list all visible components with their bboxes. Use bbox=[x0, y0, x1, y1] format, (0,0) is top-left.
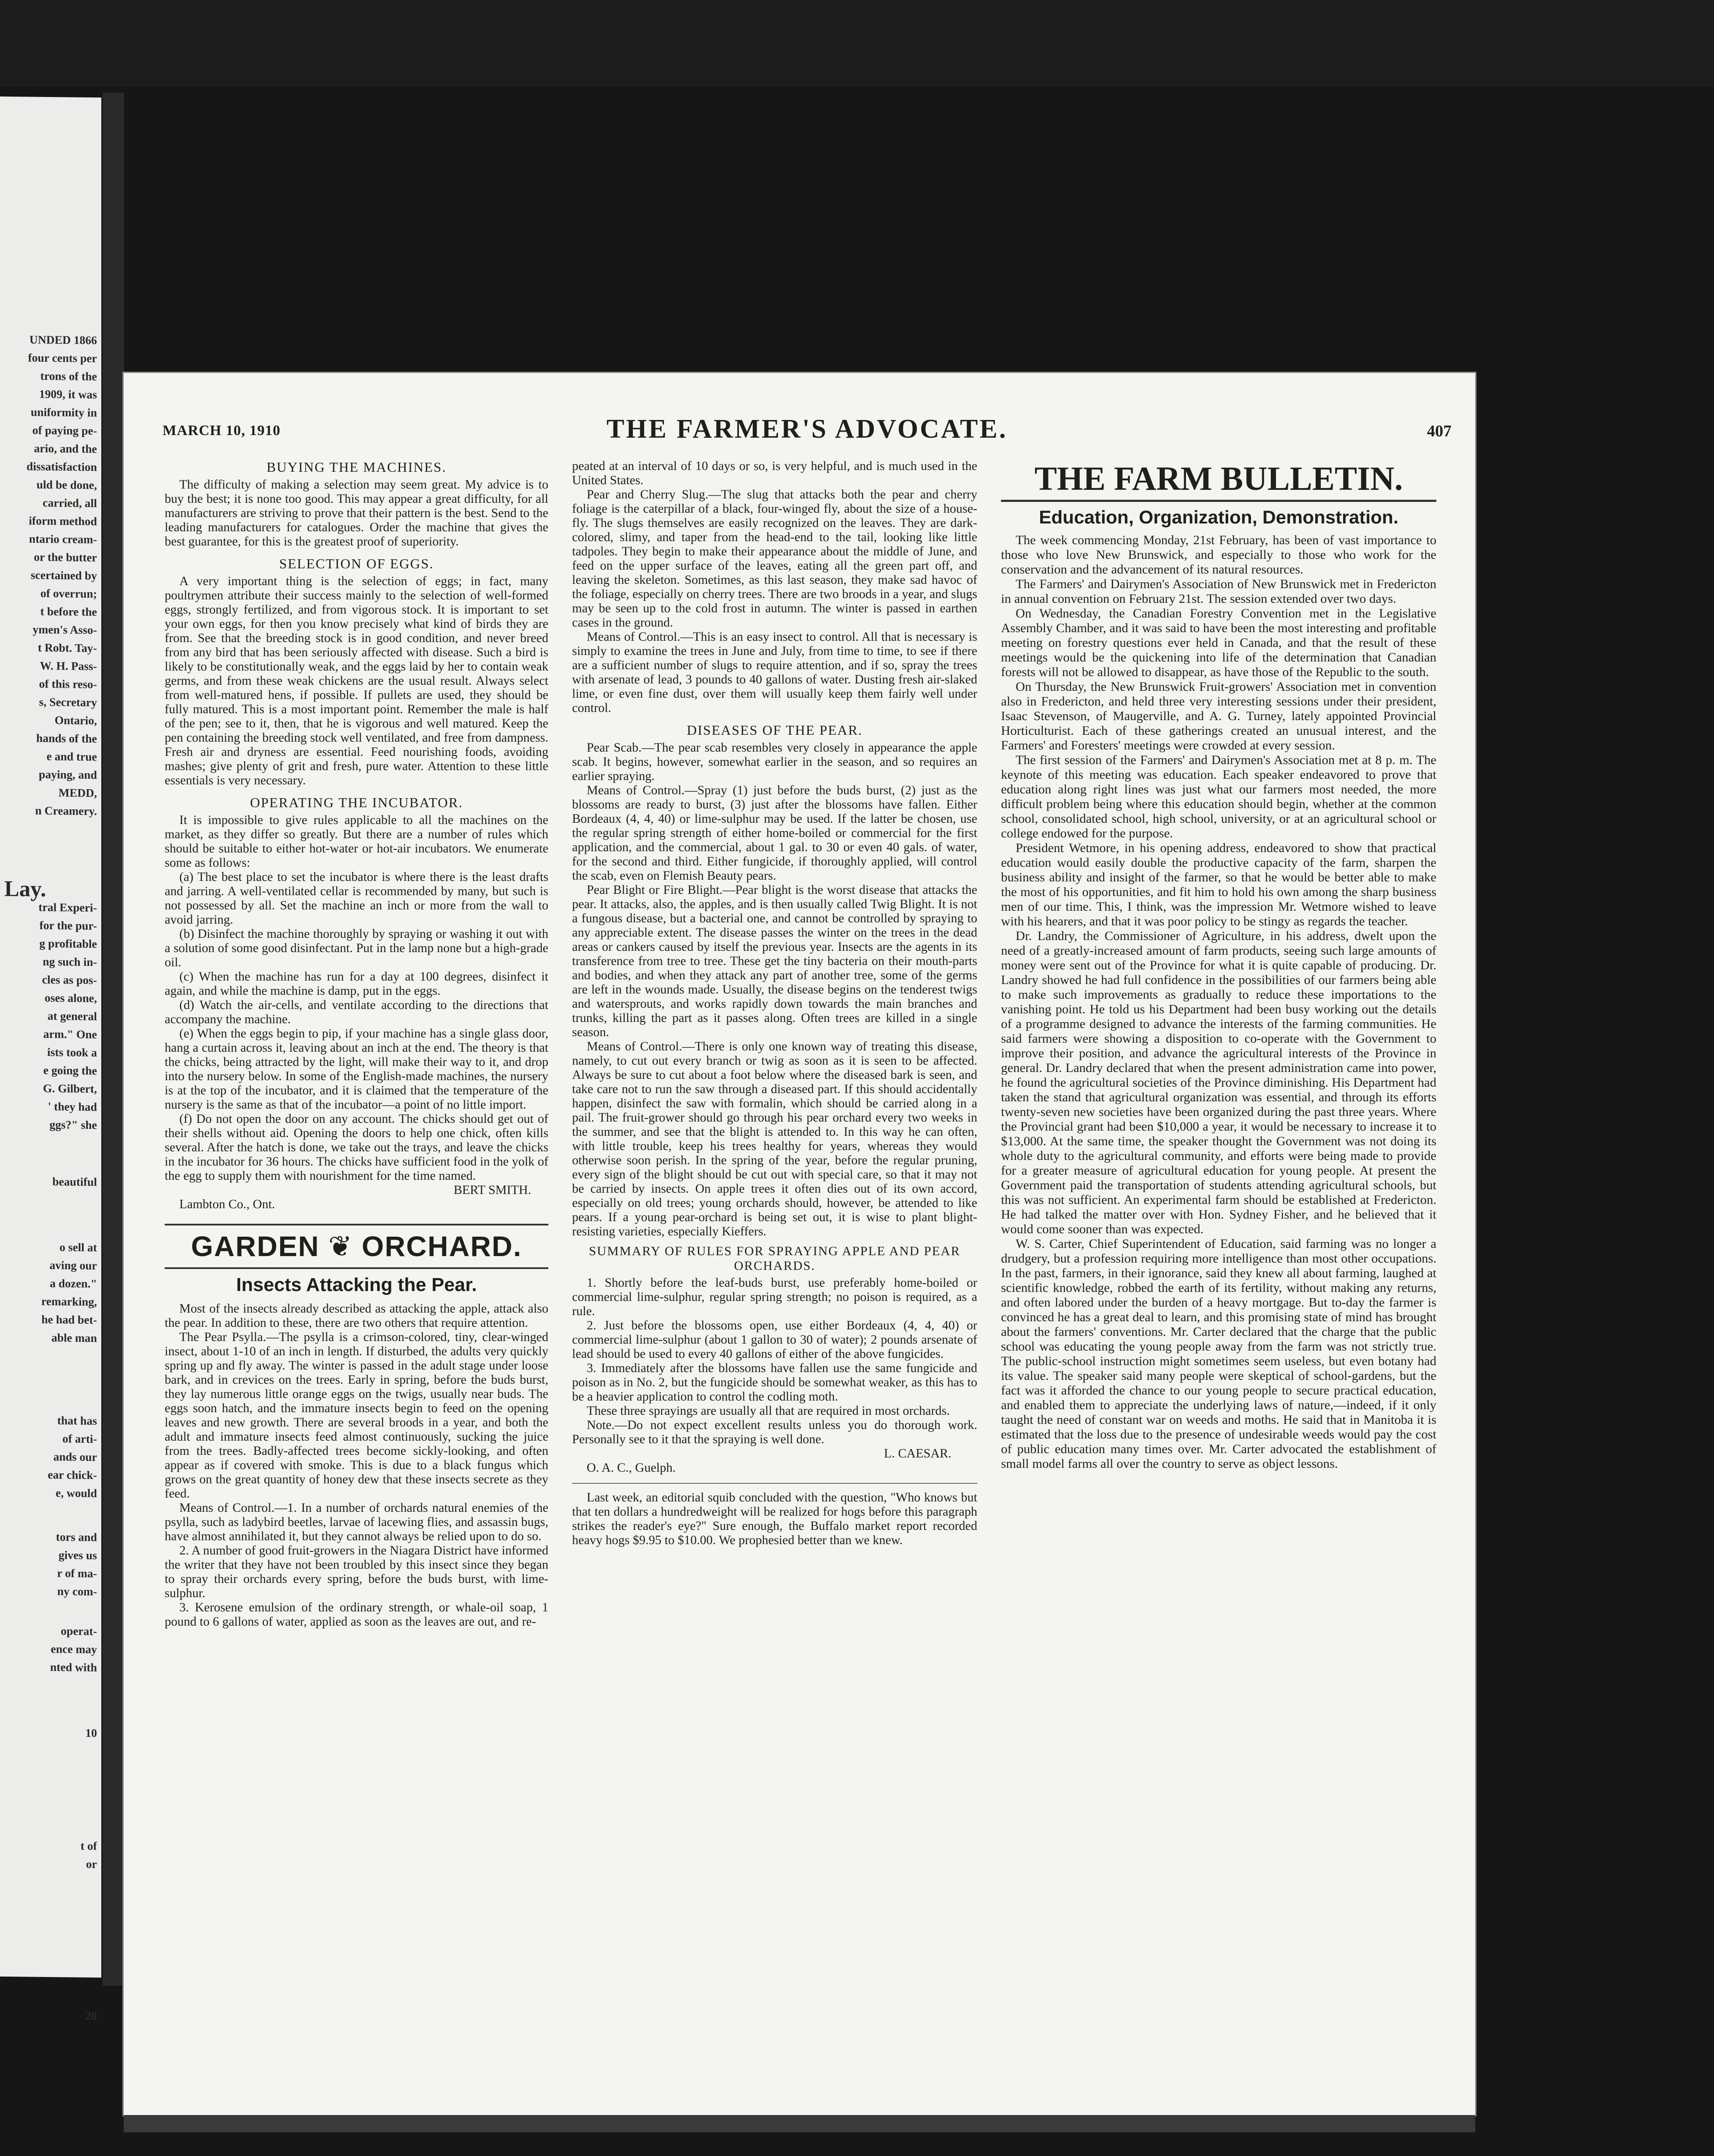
adjacent-page-text: able man bbox=[51, 1331, 97, 1345]
adjacent-page-text: uld be done, bbox=[36, 478, 97, 492]
adjacent-page-text: of arti- bbox=[62, 1432, 97, 1446]
adjacent-page-text: he had bet- bbox=[41, 1313, 97, 1327]
author-signature: BERT SMITH. bbox=[454, 1183, 531, 1197]
adjacent-page-text: s, Secretary bbox=[39, 695, 97, 709]
heading-diseases-of-pear: DISEASES OF THE PEAR. bbox=[687, 722, 863, 738]
adjacent-page-text: ny com- bbox=[57, 1585, 97, 1598]
author-signature: L. CAESAR. bbox=[884, 1447, 951, 1460]
adjacent-page-text: G. Gilbert, bbox=[43, 1081, 97, 1096]
paragraph: Note.—Do not expect excellent results unless you do thorough work. Personally see to it that the spraying is well done. bbox=[572, 1418, 977, 1446]
adjacent-page-text: of paying pe- bbox=[32, 423, 97, 438]
paragraph: It is impossible to give rules applicable to all the machines on the market, as they differ so greatly. But there are a number of rules which should be suitable to either hot-water or hot-air incubators. We enumerate some as follows: bbox=[165, 813, 548, 870]
adjacent-page-text: e going the bbox=[43, 1063, 97, 1078]
paragraph: Means of Control.—There is only one known way of treating this disease, namely, to cut out every branch or twig as soon as it is seen to be affected. Always be sure to cut about a foot below where the diseased bark is seen, and take care not to run the saw through a diseased part. If this should accidentally happen, disinfect the saw with formalin, which should be carried along in a pail. The fruit-grower should go through his pear orchard every two weeks in the summer, and see that the blight is attended to. In this way he can often, with little trouble, keep his trees healthy for years, whereas they would otherwise soon perish. In the spring of the year, before the regular pruning, every sign of the blight should be cut out with special care, so that it may not be carried by insects. On apple trees it often dies out of its own accord, especially on old trees; young orchards should, however, be attended to like pears. If a young pear-orchard is being set out, it is wise to plant blight-resisting varieties, especially Kieffers. bbox=[572, 1040, 977, 1238]
adjacent-page-text: 20 bbox=[85, 2009, 97, 2023]
adjacent-page-text: 1909, it was bbox=[39, 387, 97, 401]
adjacent-page-text: oses alone, bbox=[44, 991, 97, 1005]
adjacent-page-text: g profitable bbox=[39, 937, 97, 951]
adjacent-page-text: gives us bbox=[58, 1548, 97, 1562]
paragraph: W. S. Carter, Chief Superintendent of Education, said farming was no longer a drudgery, but a profession requiring more intelligence than most other occupations. In the past, farmers, in their ignorance, said they knew all about farming, laughed at scientific knowledge, robbed the earth of its fertility, without making any returns, and often labored under the burden of a heavy mortgage. But to-day the farmer is convinced he has a great deal to learn, and this promising state of mind has brought about the farmers' conventions. Mr. Carter declared that the charge that the public school was educating the young people away from the farm was not strictly true. The public-school instruction might sometimes seem useless, but even botany had its value. The speaker said many people were skeptical of school-gardens, but the fact was it afforded the chance to our young people to secure practical education, and enabled them to appreciate the underlying laws of nature,—indeed, if it only taught the need of constant war on weeds and moths. He said that in Manitoba it is estimated that the loss due to the presence of undesirable weeds would pay the cost of public education many times over. Mr. Carter advocated the establishment of small model farms all over the country to serve as object lessons. bbox=[1001, 1237, 1436, 1471]
paragraph: peated at an interval of 10 days or so, is very helpful, and is much used in the United States. bbox=[572, 459, 977, 487]
author-location: Lambton Co., Ont. bbox=[179, 1197, 275, 1211]
adjacent-page-text: t of bbox=[80, 1839, 97, 1853]
adjacent-page-text: ists took a bbox=[47, 1045, 97, 1059]
scan-background-top bbox=[0, 0, 1714, 86]
rule-item: (f) Do not open the door on any account. The chicks should get out of their shells without aid. Opening the doors to help one chick, often kills several. After the hatch is done, we take out the trays, and leave the chicks in the incubator for 36 hours. The chicks have sufficient food in the yolk of the egg to supply them with nourishment for the time named. bbox=[165, 1112, 548, 1183]
adjacent-page-text: operat- bbox=[61, 1624, 97, 1638]
paragraph: The Pear Psylla.—The psylla is a crimson-colored, tiny, clear-winged insect, about 1-10 of an inch in length. If disturbed, the adults very quickly spring up and fly away. The winter is passed in the adult stage under loose bark, and in crevices on the trees. Early in spring, before the buds burst, they lay numerous little orange eggs on the twigs, usually near buds. The eggs soon hatch, and the immature insects begin to feed on the opening leaves and new growth. There are several broods in a year, and both the adult and immature insects feed almost continuously, sucking the juice from the trees. Badly-affected trees become sickly-looking, and often appear as if covered with smoke. This is due to a black fungus which grows on the great quantity of honey dew that these insects secrete as they feed. bbox=[165, 1330, 548, 1501]
adjacent-page-text: remarking, bbox=[41, 1294, 97, 1309]
adjacent-page-text: carried, all bbox=[43, 496, 97, 510]
heading-selection-of-eggs: SELECTION OF EGGS. bbox=[279, 556, 434, 571]
adjacent-page-text: scertained by bbox=[31, 568, 97, 583]
column-3 bbox=[1001, 459, 1436, 2081]
adjacent-page-text: cles as pos- bbox=[42, 973, 97, 987]
divider bbox=[572, 1483, 977, 1484]
adjacent-page-text: ario, and the bbox=[34, 442, 97, 456]
paragraph: 2. A number of good fruit-growers in the Niagara District have informed the writer that they have not been troubled by this insect since they began to spray their orchards every spring, before the buds burst, with lime-sulphur. bbox=[165, 1544, 548, 1600]
paragraph: The first session of the Farmers' and Dairymen's Association met at 8 p. m. The keynote of this meeting was education. Each speaker endeavored to prove that education along right lines was just what our farmers most needed, the more difficult problem being where this education should begin, whether at the common school, consolidated school, high school, university, or at an agricultural school or college endowed for the purpose. bbox=[1001, 753, 1436, 840]
page-bottom-shadow bbox=[124, 2115, 1475, 2132]
paragraph: Means of Control.—Spray (1) just before the buds burst, (2) just as the blossoms are ready to burst, (3) just after the blossoms have fallen. Either Bordeaux (4, 4, 40) or lime-sulphur may be used. If the latter be chosen, use the regular spring strength of either home-boiled or commercial for the first application, and the commercial, about 1 gal. to 30 or even 40 gals. of water, for the second and third. Either fungicide, if thoroughly applied, will control the scab, even on Flemish Beauty pears. bbox=[572, 783, 977, 883]
adjacent-page-text: a dozen." bbox=[50, 1276, 97, 1291]
article-title-insects-pear: Insects Attacking the Pear. bbox=[236, 1274, 477, 1295]
issue-date: MARCH 10, 1910 bbox=[163, 423, 281, 439]
adjacent-page-text: t Robt. Tay- bbox=[38, 641, 97, 655]
adjacent-page-text: ntario cream- bbox=[29, 532, 97, 546]
adjacent-page-text: Lay. bbox=[4, 876, 46, 902]
article-title-education: Education, Organization, Demonstration. bbox=[1039, 507, 1398, 528]
adjacent-page-text: trons of the bbox=[40, 369, 97, 383]
adjacent-page-text: ands our bbox=[53, 1450, 97, 1464]
adjacent-page-text: four cents per bbox=[28, 351, 97, 365]
adjacent-page-text: ' they had bbox=[47, 1100, 97, 1114]
adjacent-page-fragment bbox=[0, 97, 101, 2023]
column-1 bbox=[165, 459, 548, 2081]
adjacent-page-text: for the pur- bbox=[39, 918, 97, 933]
adjacent-page-text: hands of the bbox=[36, 731, 97, 746]
paragraph: The Farmers' and Dairymen's Association of New Brunswick met in Fredericton in annual convention on February 21st. The session extended over two days. bbox=[1001, 577, 1436, 606]
adjacent-page-text: UNDED 1866 bbox=[29, 333, 97, 347]
paragraph: Dr. Landry, the Commissioner of Agriculture, in his address, dwelt upon the need of a greatly-increased amount of farm products, seeing such large amounts of money were sent out of the Province for what it is quite capable of producing. Dr. Landry showed he had full confidence in the possibilities of our farmers being able to make such improvements as gradually to reduce these importations to the vanishing point. He told us his Department had been busy working out the details of a programme designed to advance the interests of the farming communities. He said farmers were showing a disposition to co-operate with the Government to improve their position, and advance the agricultural interests of the Province in general. Dr. Landry declared that when the present administration came into power, he found the agricultural societies of the Province diminishing. His Department had taken the stand that agricultural organization was essential, and through its efforts twenty-seven new societies have been organized during the past three years. Where the Provincial grant had been $10,000 a year, it would be necessary to increase it to $13,000. At the same time, the speaker thought the Government was not doing its whole duty to the agricultural community, and efforts were being made to provide for a greater measure of agricultural education for young people. At present the Government paid the transportation of students attending agricultural schools, but this was not sufficient. An experimental farm should be established at Fredericton. He had talked the matter over with Hon. Sydney Fisher, and he believed that it would come sooner than was expected. bbox=[1001, 929, 1436, 1236]
adjacent-page-text: uniformity in bbox=[31, 405, 97, 420]
author-location: O. A. C., Guelph. bbox=[587, 1461, 676, 1475]
rule-item: (c) When the machine has run for a day at 100 degrees, disinfect it again, and while the machine is damp, put in the eggs. bbox=[165, 970, 548, 998]
adjacent-page-text: tors and bbox=[56, 1530, 97, 1544]
adjacent-page-text: tral Experi- bbox=[38, 900, 97, 915]
adjacent-page-text: ng such in- bbox=[42, 955, 97, 969]
adjacent-page-text: dissatisfaction bbox=[26, 460, 97, 474]
page-number: 407 bbox=[1427, 422, 1451, 440]
adjacent-page-text: or bbox=[86, 1857, 97, 1871]
adjacent-page-text: nted with bbox=[50, 1660, 97, 1674]
adjacent-page-text: W. H. Pass- bbox=[40, 659, 97, 673]
paragraph: Means of Control.—1. In a number of orchards natural enemies of the psylla, such as ladybird beetles, larvae of lacewing flies, and assassin bugs, have almost annihilated it, but they cannot always be relied upon to do so. bbox=[165, 1501, 548, 1543]
newspaper-page bbox=[124, 373, 1475, 2115]
adjacent-page-text: arm." One bbox=[43, 1027, 97, 1041]
paragraph: A very important thing is the selection of eggs; in fact, many poultrymen attribute their success mainly to the selection of well-formed eggs, strongly fertilized, and from vigorous stock. It is important to set your own eggs, for then you know precisely what kind of birds they are from. See that the breeding stock is in good condition, and never breed from any bird that has been seriously affected with disease. Such a bird is likely to be constitutionally weak, and the eggs laid by her to contain weak germs, and from these weak chickens are the usual result. Always select from well-matured hens, if possible. If pullets are used, they should be fully matured. This is a most important point. Remember the male is half of the pen; see to it, then, that he is vigorous and well matured. Keep the pen containing the breeding stock well ventilated, and free from dampness. Fresh air and dryness are essential. Feed nourishing foods, avoiding mashes; give plenty of grit and fresh, pure water. Attention to these little essentials is very necessary. bbox=[165, 574, 548, 787]
adjacent-page-text: 10 bbox=[85, 1726, 97, 1740]
adjacent-page-text: r of ma- bbox=[57, 1567, 97, 1580]
rule-item: (d) Watch the air-cells, and ventilate according to the directions that accompany the machine. bbox=[165, 998, 548, 1026]
adjacent-page-text: n Creamery. bbox=[35, 804, 97, 818]
heading-operating-incubator: OPERATING THE INCUBATOR. bbox=[250, 795, 463, 810]
adjacent-page-text: at general bbox=[47, 1009, 97, 1023]
masthead-title: THE FARMER'S ADVOCATE. bbox=[606, 414, 1008, 444]
adjacent-page-text: iform method bbox=[28, 514, 97, 528]
paragraph: These three sprayings are usually all that are required in most orchards. bbox=[587, 1404, 950, 1418]
adjacent-page-text: paying, and bbox=[38, 768, 97, 782]
paragraph: The difficulty of making a selection may seem great. My advice is to buy the best; it is none too good. This may appear a great difficulty, for all manufacturers are striving to prove that their pattern is the best. Send to the leading manufacturers for catalogues. Order the machine that gives the best guarantee, for this is the greatest proof of superiority. bbox=[165, 478, 548, 548]
adjacent-page-text: beautiful bbox=[52, 1175, 97, 1189]
rule-item: (a) The best place to set the incubator is where there is the least drafts and jarring. A well-ventilated cellar is recommended by many, but such is not possessed by all. Set the machine an inch or more from the wall to avoid jarring. bbox=[165, 870, 548, 927]
paragraph: On Wednesday, the Canadian Forestry Convention met in the Legislative Assembly Chamber, and it was said to have been the most interesting and profitable meeting on forestry questions ever held in Canada, and that the result of these meetings would be the quickening into life of the determination that Canadian forests will not be allowed to disappear, as have those of the Republic to the south. bbox=[1001, 606, 1436, 679]
paragraph: President Wetmore, in his opening address, endeavored to show that practical education would easily double the productive capacity of the farm, sharpen the business ability and insight of the farmer, so that he would be better able to make the most of his opportunities, and fit him to hold his own among the sharp business men of our time. This, I think, was the impression Mr. Wetmore wished to leave with his hearers, and that it was poor policy to be stingy as regards the teacher. bbox=[1001, 841, 1436, 928]
adjacent-page-text: MEDD, bbox=[58, 786, 97, 800]
paragraph: Pear and Cherry Slug.—The slug that attacks both the pear and cherry foliage is the caterpillar of a black, four-winged fly, about the size of a house-fly. The slugs themselves are easily recognized on the leaves. They are dark-colored, slimy, and taper from the head-end to the tail, looking like little tadpoles. They begin to make their appearance about the middle of June, and feed on the upper surface of the leaves, eating all the green part off, and leaving the skeleton. Sometimes, as this last season, they make sad havoc of the foliage, especially on cherry trees. There are two broods in a year, and slugs may be seen up to the cold frost in autumn. The winter is passed in earthen cases in the ground. bbox=[572, 488, 977, 630]
paragraph: Last week, an editorial squib concluded with the question, "Who knows but that ten dollars a hundredweight will be realized for hogs before this paragraph strikes the reader's eye?" Sure enough, the Buffalo market report recorded heavy hogs $9.95 to $10.00. We prophesied better than we knew. bbox=[572, 1491, 977, 1547]
adjacent-page-text: ear chick- bbox=[47, 1468, 97, 1482]
paragraph: 1. Shortly before the leaf-buds burst, use preferably home-boiled or commercial lime-sulphur, regular spring strength; no poison is required, as a rule. bbox=[572, 1276, 977, 1318]
adjacent-page-text: of this reso- bbox=[39, 677, 97, 691]
adjacent-page-text: Ontario, bbox=[54, 714, 97, 727]
paragraph: The week commencing Monday, 21st February, has been of vast importance to those who love New Brunswick, and especially to those who work for the conservation and the advancement of its natural resources. bbox=[1001, 533, 1436, 577]
paragraph: 3. Kerosene emulsion of the ordinary strength, or whale-oil soap, 1 pound to 6 gallons of water, applied as soon as the leaves are out, and re- bbox=[165, 1601, 548, 1629]
paragraph: Pear Scab.—The pear scab resembles very closely in appearance the apple scab. It begins, however, somewhat earlier in the season, and so requires an earlier spraying. bbox=[572, 741, 977, 783]
column-2 bbox=[572, 459, 977, 2081]
page-header bbox=[163, 414, 1451, 444]
section-banner-garden-orchard: GARDEN ❦ ORCHARD. bbox=[165, 1224, 548, 1269]
paragraph: On Thursday, the New Brunswick Fruit-growers' Association met in convention also in Fredericton, and held three very interesting sessions under their president, Isaac Stevenson, of Maugerville, and A. G. Turney, lately appointed Provincial Horticulturist. Each of these gatherings created an unusual interest, and the Farmers' and Foresters' meetings were crowded at every session. bbox=[1001, 680, 1436, 752]
adjacent-page-text: t before the bbox=[40, 605, 97, 619]
adjacent-page-text: e and true bbox=[47, 749, 97, 764]
section-title-farm-bulletin: THE FARM BULLETIN. bbox=[1001, 459, 1436, 502]
heading-buying-machines: BUYING THE MACHINES. bbox=[266, 459, 447, 475]
heading-summary-of-rules: SUMMARY OF RULES FOR SPRAYING APPLE AND PEAR ORCHARDS. bbox=[589, 1244, 960, 1273]
rule-item: (e) When the eggs begin to pip, if your machine has a single glass door, hang a curtain across it, leaving about an inch at the end. The theory is that the chicks, being attracted by the light, will make their way to it, and drop into the nursery below. In some of the English-made machines, the nursery is at the top of the incubator, and it is claimed that the temperature of the nursery is the same as that of the incubator—a point of no little import. bbox=[165, 1027, 548, 1112]
adjacent-page-text: o sell at bbox=[59, 1241, 97, 1254]
paragraph: Pear Blight or Fire Blight.—Pear blight is the worst disease that attacks the pear. It attacks, also, the apples, and is then usually called Twig Blight. It is not a fungous disease, but a bacterial one, and cannot be controlled by spraying to any appreciable extent. The disease passes the winter on the trees in the dead areas or cankers caused by itself the previous year. Insects are the agents in its transference from tree to tree. These get the tiny bacteria on their mouth-parts and bodies, and when they attack any part of another tree, some of the germs are left in the wounds made. Usually, the disease begins on the tenderest twigs and watersprouts, and works rapidly down towards the main branches and trunks, killing the part as it passes along. Often trees are killed in a single season. bbox=[572, 883, 977, 1039]
adjacent-page-text: ence may bbox=[50, 1642, 97, 1656]
paragraph: Means of Control.—This is an easy insect to control. All that is necessary is simply to examine the trees in June and July, from time to time, to see if there are a sufficient number of slugs to require attention, and if so, spray the trees with arsenate of lead, 3 pounds to 40 gallons of water. Dusting fresh air-slaked lime, or even fine dust, over them will usually keep them fairly well under control. bbox=[572, 630, 977, 715]
page-gutter bbox=[103, 93, 124, 1986]
paragraph: 3. Immediately after the blossoms have fallen use the same fungicide and poison as in No. 2, but the fungicide should be somewhat weaker, as this has to be a heavier application to control the codling moth. bbox=[572, 1361, 977, 1404]
adjacent-page-text: ggs?" she bbox=[49, 1118, 97, 1132]
adjacent-page-text: e, would bbox=[55, 1486, 97, 1500]
adjacent-page-text: ymen's Asso- bbox=[32, 623, 97, 637]
adjacent-page-text: or the butter bbox=[34, 550, 97, 564]
adjacent-page-text: of overrun; bbox=[40, 586, 97, 601]
adjacent-page-text: aving our bbox=[49, 1258, 97, 1272]
adjacent-page-text: that has bbox=[57, 1414, 97, 1428]
paragraph: Most of the insects already described as attacking the apple, attack also the pear. In addition to these, there are two others that require attention. bbox=[165, 1302, 548, 1330]
rule-item: (b) Disinfect the machine thoroughly by spraying or washing it out with a solution of some good disinfectant. Put in the lamp none but a high-grade oil. bbox=[165, 927, 548, 969]
paragraph: 2. Just before the blossoms open, use either Bordeaux (4, 4, 40) or commercial lime-sulphur (about 1 gallon to 30 of water); 2 pounds arsenate of lead should be used to every 40 gallons of either of the above fungicides. bbox=[572, 1319, 977, 1361]
